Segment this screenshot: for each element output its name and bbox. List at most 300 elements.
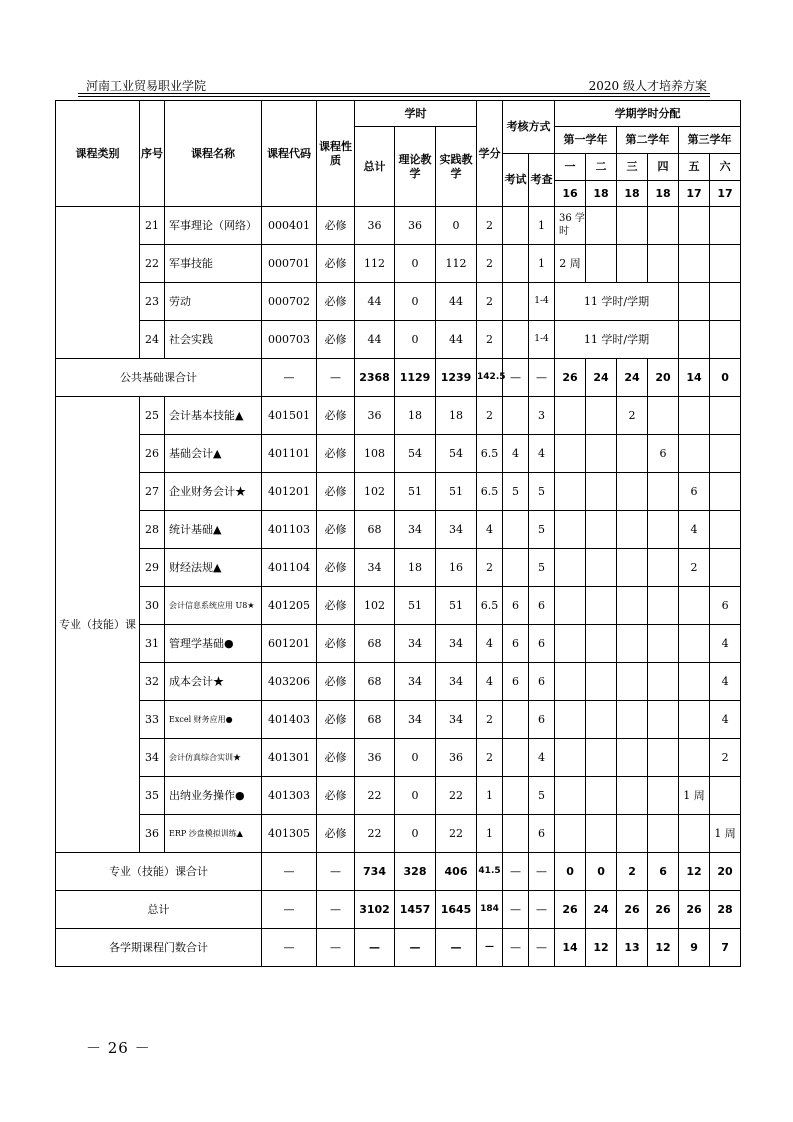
course-check: 5	[529, 777, 555, 815]
sem-name: 五	[679, 154, 710, 181]
course-row	[56, 435, 741, 473]
course-credit: 6.5	[477, 587, 503, 625]
summary-semester: 12	[586, 929, 617, 967]
semester-cell	[679, 283, 710, 321]
course-theory-hours: 34	[395, 625, 436, 663]
course-row	[56, 625, 741, 663]
course-credit: 6.5	[477, 435, 503, 473]
course-row	[56, 549, 741, 587]
course-check: 3	[529, 397, 555, 435]
semester-cell	[617, 663, 648, 701]
course-row	[56, 283, 741, 321]
course-total-hours: 44	[355, 321, 395, 359]
semester-cell	[710, 511, 741, 549]
semester-cell	[648, 587, 679, 625]
sem-name: 四	[648, 154, 679, 181]
sem-weeks: 18	[648, 181, 679, 207]
summary-nature: —	[317, 853, 355, 891]
summary-credit: 184	[477, 891, 503, 929]
course-total-hours: 22	[355, 777, 395, 815]
semester-cell: 6	[679, 473, 710, 511]
course-practice-hours: 51	[436, 587, 477, 625]
course-total-hours: 44	[355, 283, 395, 321]
course-seq: 23	[140, 283, 165, 321]
semester-cell	[648, 815, 679, 853]
semester-cell: 2 周	[555, 245, 586, 283]
semester-cell	[555, 777, 586, 815]
semester-cell	[617, 701, 648, 739]
semester-cell: 2	[710, 739, 741, 777]
course-credit: 6.5	[477, 473, 503, 511]
semester-cell	[586, 587, 617, 625]
course-row	[56, 663, 741, 701]
course-practice-hours: 34	[436, 625, 477, 663]
summary-semester: 26	[648, 891, 679, 929]
course-theory-hours: 0	[395, 321, 436, 359]
course-theory-hours: 0	[395, 739, 436, 777]
summary-practice: 1239	[436, 359, 477, 397]
course-total-hours: 36	[355, 207, 395, 245]
course-check: 4	[529, 435, 555, 473]
school-name: 河南工业贸易职业学院	[86, 79, 207, 93]
summary-semester: 14	[555, 929, 586, 967]
summary-practice: —	[436, 929, 477, 967]
col-name-header: 课程名称	[165, 101, 262, 207]
course-credit: 2	[477, 701, 503, 739]
course-theory-hours: 34	[395, 511, 436, 549]
course-theory-hours: 34	[395, 663, 436, 701]
summary-check: —	[529, 929, 555, 967]
semester-cell: 1 周	[679, 777, 710, 815]
course-seq: 26	[140, 435, 165, 473]
semester-cell	[648, 777, 679, 815]
course-check: 1-4	[529, 283, 555, 321]
semester-cell	[710, 435, 741, 473]
col-total-header: 总计	[355, 127, 395, 207]
semester-cell	[617, 245, 648, 283]
course-credit: 2	[477, 245, 503, 283]
course-count-row	[56, 929, 741, 967]
sem-name: 二	[586, 154, 617, 181]
summary-semester: 12	[679, 853, 710, 891]
summary-exam: —	[503, 853, 529, 891]
semester-cell: 4	[710, 663, 741, 701]
course-exam	[503, 283, 529, 321]
semester-cell	[586, 549, 617, 587]
summary-semester: 7	[710, 929, 741, 967]
summary-semester: 0	[586, 853, 617, 891]
course-exam: 5	[503, 473, 529, 511]
course-theory-hours: 51	[395, 473, 436, 511]
summary-nature: —	[317, 891, 355, 929]
course-row	[56, 815, 741, 853]
course-row	[56, 511, 741, 549]
col-semester-header: 学期学时分配	[555, 101, 741, 127]
semester-cell	[679, 435, 710, 473]
summary-theory: 1129	[395, 359, 436, 397]
semester-cell	[617, 815, 648, 853]
course-name: 管理学基础●	[165, 625, 262, 663]
semester-cell	[648, 245, 679, 283]
summary-semester: 13	[617, 929, 648, 967]
course-total-hours: 34	[355, 549, 395, 587]
course-exam	[503, 397, 529, 435]
grand-total-row	[56, 891, 741, 929]
course-seq: 25	[140, 397, 165, 435]
semester-cell	[710, 549, 741, 587]
course-nature: 必修	[317, 625, 355, 663]
summary-label: 专业（技能）课合计	[56, 853, 262, 891]
semester-cell	[679, 321, 710, 359]
col-credit-header: 学分	[477, 101, 503, 207]
semester-cell	[555, 473, 586, 511]
col-check-header: 考查	[529, 154, 555, 207]
course-name: 劳动	[165, 283, 262, 321]
semester-cell: 4	[710, 701, 741, 739]
semester-span-note: 11 学时/学期	[555, 321, 679, 359]
semester-cell	[617, 777, 648, 815]
summary-semester: 26	[555, 359, 586, 397]
category-public-blank	[56, 207, 140, 359]
course-credit: 4	[477, 511, 503, 549]
course-nature: 必修	[317, 549, 355, 587]
course-practice-hours: 18	[436, 397, 477, 435]
semester-cell	[617, 511, 648, 549]
sem-name: 六	[710, 154, 741, 181]
semester-cell	[555, 587, 586, 625]
semester-cell	[679, 587, 710, 625]
course-check: 1-4	[529, 321, 555, 359]
semester-cell	[617, 549, 648, 587]
course-theory-hours: 51	[395, 587, 436, 625]
course-nature: 必修	[317, 587, 355, 625]
semester-cell	[555, 511, 586, 549]
summary-semester: 24	[586, 891, 617, 929]
course-credit: 1	[477, 777, 503, 815]
course-row	[56, 473, 741, 511]
summary-semester: 26	[679, 891, 710, 929]
semester-cell	[586, 435, 617, 473]
course-practice-hours: 16	[436, 549, 477, 587]
course-credit: 1	[477, 815, 503, 853]
semester-cell	[586, 625, 617, 663]
course-theory-hours: 54	[395, 435, 436, 473]
summary-exam: —	[503, 891, 529, 929]
course-credit: 2	[477, 397, 503, 435]
course-check: 6	[529, 663, 555, 701]
summary-total: 2368	[355, 359, 395, 397]
course-seq: 31	[140, 625, 165, 663]
course-check: 6	[529, 587, 555, 625]
semester-cell	[555, 701, 586, 739]
course-row	[56, 321, 741, 359]
course-practice-hours: 44	[436, 283, 477, 321]
course-credit: 2	[477, 549, 503, 587]
course-credit: 2	[477, 739, 503, 777]
course-code: 401403	[262, 701, 317, 739]
summary-semester: 24	[586, 359, 617, 397]
summary-code: —	[262, 359, 317, 397]
semester-cell	[710, 245, 741, 283]
summary-semester: 12	[648, 929, 679, 967]
summary-semester: 20	[648, 359, 679, 397]
course-name: 基础会计▲	[165, 435, 262, 473]
semester-cell	[710, 473, 741, 511]
course-code: 401501	[262, 397, 317, 435]
course-exam: 4	[503, 435, 529, 473]
summary-theory: 328	[395, 853, 436, 891]
summary-semester: 2	[617, 853, 648, 891]
summary-check: —	[529, 359, 555, 397]
course-seq: 36	[140, 815, 165, 853]
semester-cell	[648, 739, 679, 777]
course-check: 6	[529, 625, 555, 663]
summary-semester: 26	[617, 891, 648, 929]
course-check: 6	[529, 701, 555, 739]
course-seq: 34	[140, 739, 165, 777]
summary-semester: 26	[555, 891, 586, 929]
summary-semester: 9	[679, 929, 710, 967]
year2-header: 第二学年	[617, 127, 679, 154]
course-credit: 2	[477, 207, 503, 245]
semester-cell	[710, 321, 741, 359]
semester-cell	[555, 625, 586, 663]
semester-cell: 1 周	[710, 815, 741, 853]
summary-exam: —	[503, 359, 529, 397]
semester-cell	[710, 397, 741, 435]
course-check: 1	[529, 207, 555, 245]
course-exam: 6	[503, 625, 529, 663]
course-exam: 6	[503, 663, 529, 701]
semester-cell	[710, 283, 741, 321]
course-name: 企业财务会计★	[165, 473, 262, 511]
summary-nature: —	[317, 929, 355, 967]
category-major: 专业（技能）课	[56, 397, 140, 853]
sem-weeks: 16	[555, 181, 586, 207]
course-nature: 必修	[317, 815, 355, 853]
course-check: 6	[529, 815, 555, 853]
course-seq: 24	[140, 321, 165, 359]
course-exam	[503, 777, 529, 815]
sem-name: 三	[617, 154, 648, 181]
semester-cell	[586, 511, 617, 549]
course-name: 成本会计★	[165, 663, 262, 701]
year3-header: 第三学年	[679, 127, 741, 154]
course-total-hours: 36	[355, 397, 395, 435]
course-code: 401303	[262, 777, 317, 815]
semester-cell	[679, 815, 710, 853]
course-practice-hours: 34	[436, 511, 477, 549]
course-exam	[503, 245, 529, 283]
course-name: ERP 沙盘模拟训练▲	[165, 815, 262, 853]
summary-exam: —	[503, 929, 529, 967]
header-row-1	[56, 101, 741, 127]
semester-cell	[617, 625, 648, 663]
sem-weeks: 17	[710, 181, 741, 207]
semester-cell	[555, 815, 586, 853]
sem-weeks: 18	[617, 181, 648, 207]
course-exam	[503, 739, 529, 777]
course-theory-hours: 0	[395, 777, 436, 815]
semester-cell: 6	[648, 435, 679, 473]
sem-weeks: 17	[679, 181, 710, 207]
semester-cell	[586, 207, 617, 245]
semester-cell	[586, 701, 617, 739]
course-code: 000401	[262, 207, 317, 245]
course-exam	[503, 511, 529, 549]
semester-cell	[648, 625, 679, 663]
semester-cell: 2	[679, 549, 710, 587]
semester-cell	[679, 701, 710, 739]
semester-cell	[679, 625, 710, 663]
semester-cell	[555, 739, 586, 777]
course-code: 401103	[262, 511, 317, 549]
course-practice-hours: 44	[436, 321, 477, 359]
semester-cell	[679, 397, 710, 435]
summary-check: —	[529, 891, 555, 929]
course-total-hours: 102	[355, 587, 395, 625]
semester-cell	[617, 587, 648, 625]
course-name: 出纳业务操作●	[165, 777, 262, 815]
course-code: 601201	[262, 625, 317, 663]
course-theory-hours: 18	[395, 549, 436, 587]
semester-cell: 6	[710, 587, 741, 625]
course-credit: 4	[477, 625, 503, 663]
course-name: 统计基础▲	[165, 511, 262, 549]
semester-cell	[617, 739, 648, 777]
course-nature: 必修	[317, 739, 355, 777]
course-code: 401205	[262, 587, 317, 625]
semester-cell	[555, 397, 586, 435]
course-seq: 30	[140, 587, 165, 625]
course-theory-hours: 34	[395, 701, 436, 739]
course-code: 000703	[262, 321, 317, 359]
course-row	[56, 701, 741, 739]
semester-cell	[648, 549, 679, 587]
semester-cell	[555, 435, 586, 473]
header-rule	[78, 93, 710, 94]
course-practice-hours: 0	[436, 207, 477, 245]
semester-cell	[586, 245, 617, 283]
course-total-hours: 36	[355, 739, 395, 777]
course-nature: 必修	[317, 435, 355, 473]
course-theory-hours: 0	[395, 245, 436, 283]
course-nature: 必修	[317, 283, 355, 321]
course-total-hours: 68	[355, 625, 395, 663]
summary-credit: 41.5	[477, 853, 503, 891]
course-seq: 35	[140, 777, 165, 815]
course-practice-hours: 22	[436, 777, 477, 815]
course-nature: 必修	[317, 245, 355, 283]
semester-cell	[679, 245, 710, 283]
course-total-hours: 68	[355, 701, 395, 739]
course-nature: 必修	[317, 207, 355, 245]
course-theory-hours: 36	[395, 207, 436, 245]
course-name: 军事技能	[165, 245, 262, 283]
semester-cell	[648, 701, 679, 739]
semester-cell	[586, 473, 617, 511]
course-nature: 必修	[317, 321, 355, 359]
course-code: 000702	[262, 283, 317, 321]
course-total-hours: 68	[355, 663, 395, 701]
semester-cell	[679, 207, 710, 245]
summary-code: —	[262, 891, 317, 929]
course-seq: 32	[140, 663, 165, 701]
course-code: 401201	[262, 473, 317, 511]
col-seq-header: 序号	[140, 101, 165, 207]
summary-label: 公共基础课合计	[56, 359, 262, 397]
summary-semester: 20	[710, 853, 741, 891]
course-check: 5	[529, 473, 555, 511]
course-code: 401305	[262, 815, 317, 853]
course-code: 403206	[262, 663, 317, 701]
col-code-header: 课程代码	[262, 101, 317, 207]
course-nature: 必修	[317, 397, 355, 435]
course-exam	[503, 321, 529, 359]
semester-cell	[586, 739, 617, 777]
semester-cell	[586, 663, 617, 701]
course-check: 5	[529, 549, 555, 587]
summary-code: —	[262, 853, 317, 891]
summary-total: —	[355, 929, 395, 967]
course-total-hours: 22	[355, 815, 395, 853]
course-row	[56, 245, 741, 283]
course-practice-hours: 34	[436, 701, 477, 739]
semester-cell: 4	[710, 625, 741, 663]
course-name: 会计信息系统应用 U8★	[165, 587, 262, 625]
header-rule-thin	[78, 96, 710, 97]
course-row	[56, 207, 741, 245]
sem-weeks: 18	[586, 181, 617, 207]
summary-check: —	[529, 853, 555, 891]
semester-cell	[586, 815, 617, 853]
course-exam	[503, 207, 529, 245]
course-seq: 27	[140, 473, 165, 511]
course-check: 5	[529, 511, 555, 549]
semester-cell	[617, 473, 648, 511]
course-name: 会计基本技能▲	[165, 397, 262, 435]
summary-label: 各学期课程门数合计	[56, 929, 262, 967]
public-total-row	[56, 359, 741, 397]
col-practice-header: 实践教学	[436, 127, 477, 207]
course-practice-hours: 51	[436, 473, 477, 511]
course-exam	[503, 549, 529, 587]
semester-cell	[586, 397, 617, 435]
course-row	[56, 397, 741, 435]
summary-label: 总计	[56, 891, 262, 929]
summary-semester: 28	[710, 891, 741, 929]
summary-semester: 0	[555, 853, 586, 891]
course-code: 401301	[262, 739, 317, 777]
course-credit: 4	[477, 663, 503, 701]
course-nature: 必修	[317, 701, 355, 739]
semester-cell: 4	[679, 511, 710, 549]
course-credit: 2	[477, 283, 503, 321]
semester-cell	[617, 435, 648, 473]
semester-cell	[679, 663, 710, 701]
summary-code: —	[262, 929, 317, 967]
course-seq: 21	[140, 207, 165, 245]
course-seq: 33	[140, 701, 165, 739]
plan-title: 2020 级人才培养方案	[588, 79, 707, 93]
semester-cell	[617, 207, 648, 245]
course-seq: 22	[140, 245, 165, 283]
course-check: 1	[529, 245, 555, 283]
course-seq: 28	[140, 511, 165, 549]
course-check: 4	[529, 739, 555, 777]
course-code: 401104	[262, 549, 317, 587]
semester-span-note: 11 学时/学期	[555, 283, 679, 321]
